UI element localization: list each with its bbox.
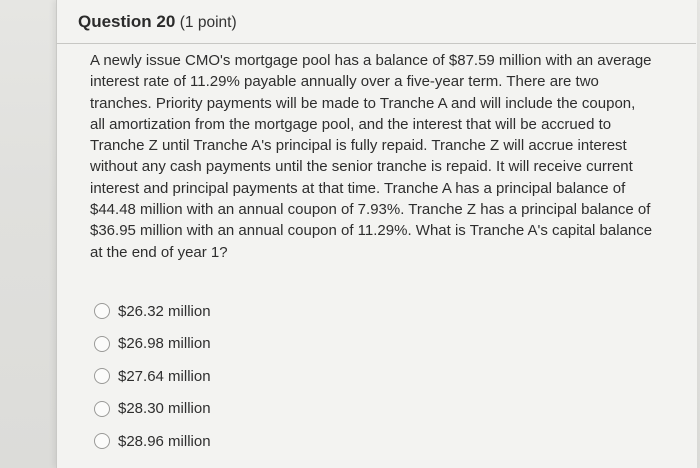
- question-line: interest rate of 11.29% payable annually over a five-year term. There are two: [90, 73, 599, 91]
- radio-button[interactable]: [94, 433, 110, 449]
- header-divider: [56, 43, 696, 44]
- question-line: Tranche Z until Tranche A's principal is fully repaid. Tranche Z will accrue interest: [90, 137, 627, 155]
- question-line: interest and principal payments at that time. Tranche A has a principal balance of: [90, 179, 626, 197]
- answer-label[interactable]: $26.32 million: [118, 302, 211, 320]
- answer-label[interactable]: $26.98 million: [118, 335, 211, 353]
- answer-option-5[interactable]: [94, 425, 211, 458]
- answer-label[interactable]: $28.30 million: [118, 400, 211, 418]
- radio-button[interactable]: [94, 303, 110, 319]
- answer-label[interactable]: $27.64 million: [118, 367, 211, 385]
- question-line: A newly issue CMO's mortgage pool has a balance of $87.59 million with an average: [90, 52, 652, 69]
- radio-button[interactable]: [94, 368, 110, 384]
- question-header: [78, 12, 237, 32]
- answer-option-1[interactable]: [94, 295, 211, 328]
- question-points: (1 point): [179, 14, 237, 31]
- question-line: at the end of year 1?: [90, 243, 228, 261]
- question-line: tranches. Priority payments will be made to Tranche A and will include the coupon,: [90, 94, 636, 112]
- radio-button[interactable]: [94, 336, 110, 352]
- question-line: all amortization from the mortgage pool, and the interest that will be accrued to: [90, 115, 612, 133]
- answer-option-4[interactable]: [94, 393, 211, 426]
- question-title: Question 20: [78, 12, 176, 31]
- answer-option-2[interactable]: [94, 328, 211, 361]
- question-line: without any cash payments until the senior tranche is repaid. It will receive current: [90, 158, 633, 176]
- radio-button[interactable]: [94, 401, 110, 417]
- answer-option-3[interactable]: [94, 360, 211, 393]
- question-line: $36.95 million with an annual coupon of 11.29%. What is Tranche A's capital balance: [90, 222, 653, 240]
- question-text: [90, 50, 675, 263]
- answer-options: [94, 295, 211, 458]
- answer-label[interactable]: $28.96 million: [118, 432, 211, 450]
- question-line: $44.48 million with an annual coupon of 7.93%. Tranche Z has a principal balance of: [90, 201, 651, 219]
